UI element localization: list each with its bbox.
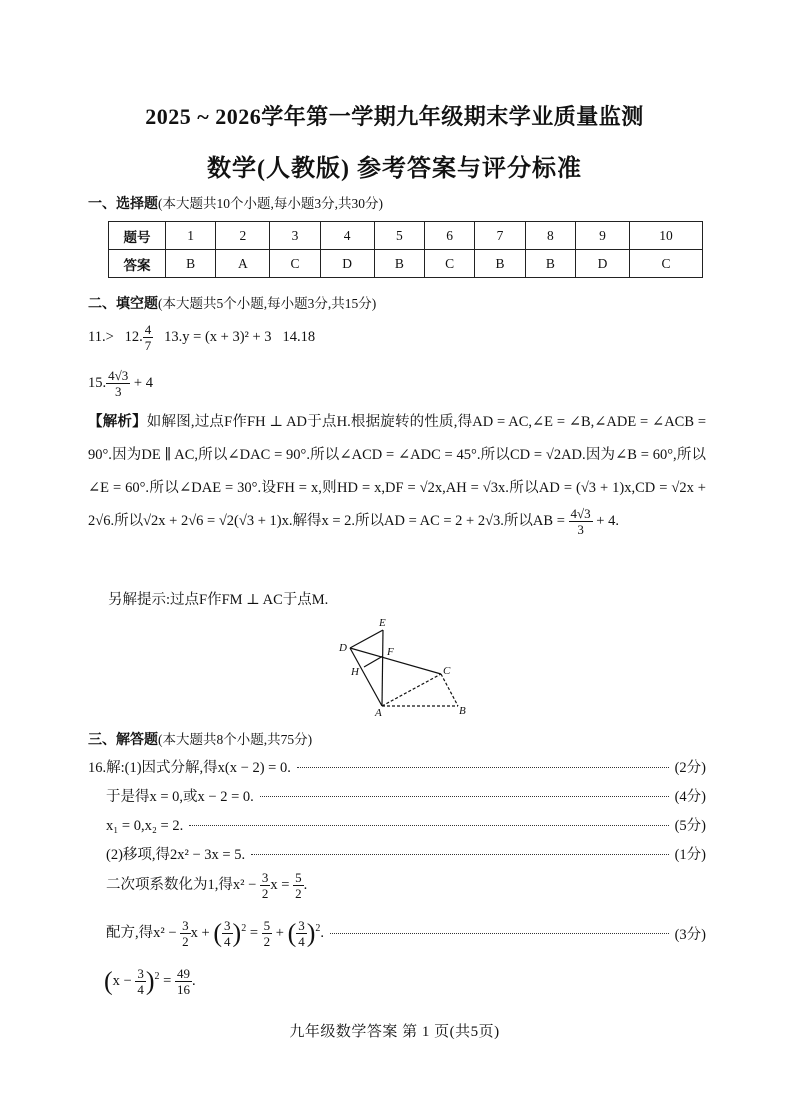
row-label-question: 题号 <box>109 222 166 250</box>
answer-13: 13.y = (x + 3)² + 3 <box>164 328 272 345</box>
label-h: H <box>351 666 359 678</box>
label-f: F <box>387 646 394 658</box>
question-cell: 2 <box>216 222 270 250</box>
section1-heading: 一、选择题(本大题共10个小题,每小题3分,共30分) <box>88 196 383 212</box>
answer-15: 15. $\frac{4√3}{3}$ + 4 <box>88 368 153 399</box>
line-dc <box>350 648 441 674</box>
answer-cell: B <box>374 250 424 278</box>
score-badge: (3分) <box>674 927 706 943</box>
q16-line-4: (2)移项,得2x² − 3x = 5. (1分) <box>106 843 706 864</box>
question-cell: 5 <box>374 222 424 250</box>
score-badge: (4分) <box>674 789 706 805</box>
q16-line-3: x₁ = 0,x₂ = 2. (5分) <box>106 814 706 835</box>
question-cell: 4 <box>320 222 374 250</box>
question-cell: 7 <box>475 222 525 250</box>
line-ea <box>382 630 383 706</box>
fill-answers-11-14 <box>88 322 315 353</box>
question-cell: 6 <box>425 222 475 250</box>
answer-cell: D <box>320 250 374 278</box>
q16-line-6: 配方,得x² − $\frac{3}{2}$ x + ( $\frac{3}{4}$ )$^2$ = $\frac{5}{2}$ + ( $\frac{3}{4}$ )$^2$. (3分) <box>106 918 706 949</box>
label-e: E <box>379 617 386 629</box>
geometry-figure <box>330 614 480 718</box>
table-row-answers <box>109 250 703 278</box>
document-title: 2025 ~ 2026学年第一学期九年级期末学业质量监测 <box>145 104 644 129</box>
section2-heading: 二、填空题(本大题共5个小题,每小题3分,共15分) <box>88 296 377 312</box>
score-badge: (1分) <box>674 847 706 863</box>
table-row-questions <box>109 222 703 250</box>
line-fh <box>364 656 383 667</box>
analysis-paragraph: 【解析】如解图,过点F作FH ⊥ AD于点H.根据旋转的性质,得AD = AC,∠E = ∠B,∠ADE = ∠ACB = 90°.因为DE ∥ AC,所以∠DAC = 90°.所以∠ACD = ∠ADC = 45°.所以CD = √2AD.因为∠B = 60°,所以∠E = 60°.所以∠DAE = 30°.设FH = x,则HD = x,DF = √2x,AH = √3x.所以AD = (√3 + 1)x,CD = √2x + 2√6.所以√2x + 2√6 = √2(√3 + 1)x.解得x = 2.所以AD = AC = 2 + 2√3.所以AB = $\frac{4√3}{3}$ + 4. <box>88 414 707 538</box>
line-ac <box>382 674 441 706</box>
analysis-text: 如解图,过点F作FH ⊥ AD于点H.根据旋转的性质,得AD = AC,∠E = ∠B,∠ADE = ∠ACB = 90°.因为DE ∥ AC,所以∠DAC = 90°.所以∠ACD = ∠ADC = 45°.所以CD = √2AD.因为∠B = 60°,所以∠E = 60°.所以∠DAE = 30°.设FH = x,则HD = x,DF = √2x,AH = √3x.所以AD = (√3 + 1)x,CD = √2x + 2√6.所以√2x + 2√6 = √2(√3 + 1)x.解得x = 2.所以AD = AC = 2 + 2√3.所以AB = <box>88 414 707 529</box>
answer-cell: C <box>630 250 703 278</box>
answer-cell: B <box>166 250 216 278</box>
question-cell: 8 <box>525 222 575 250</box>
q16-line-1: 16.解:(1)因式分解,得x(x − 2) = 0. (2分) <box>88 756 706 777</box>
alternative-hint: 另解提示:过点F作FM ⊥ AC于点M. <box>108 592 329 608</box>
q16-line-2: 于是得x = 0,或x − 2 = 0. (4分) <box>106 785 706 806</box>
label-b: B <box>459 705 466 717</box>
answer-14: 14.18 <box>282 328 316 345</box>
question-cell: 10 <box>630 222 703 250</box>
analysis-label: 【解析】 <box>88 414 147 430</box>
question-cell: 9 <box>576 222 630 250</box>
label-a: A <box>375 707 382 718</box>
document-subtitle: 数学(人教版) 参考答案与评分标准 <box>207 156 582 182</box>
page-footer: 九年级数学答案 第 1 页(共5页) <box>289 1024 500 1040</box>
score-badge: (2分) <box>674 760 706 776</box>
answer-table <box>108 221 703 278</box>
label-d: D <box>339 642 347 654</box>
answer-cell: B <box>525 250 575 278</box>
answer-cell: A <box>216 250 270 278</box>
q16-line-7: (x − $\frac{3}{4}$ )$^2$ = $\frac{49}{16}$ . <box>104 966 196 997</box>
question-cell: 1 <box>166 222 216 250</box>
answer-12-fraction: $\frac{4}{7}$ <box>144 322 152 353</box>
answer-cell: C <box>270 250 320 278</box>
section3-heading: 三、解答题(本大题共8个小题,共75分) <box>88 732 313 748</box>
line-cb <box>441 674 458 706</box>
label-c: C <box>443 665 451 677</box>
answer-11: 11.> <box>88 328 114 345</box>
line-de <box>350 630 383 648</box>
analysis-ab-fraction: $\frac{4√3}{3}$ <box>570 506 591 538</box>
answer-cell: D <box>576 250 630 278</box>
answer-cell: C <box>425 250 475 278</box>
answer-15-fraction: $\frac{4√3}{3}$ <box>108 368 129 399</box>
q16-line-5: 二次项系数化为1,得x² − $\frac{3}{2}$ x = $\frac{5}{2}$ . <box>106 870 308 901</box>
answer-cell: B <box>475 250 525 278</box>
question-cell: 3 <box>270 222 320 250</box>
answer-12-label: 12. <box>124 328 143 345</box>
row-label-answer: 答案 <box>109 250 166 278</box>
score-badge: (5分) <box>674 818 706 834</box>
